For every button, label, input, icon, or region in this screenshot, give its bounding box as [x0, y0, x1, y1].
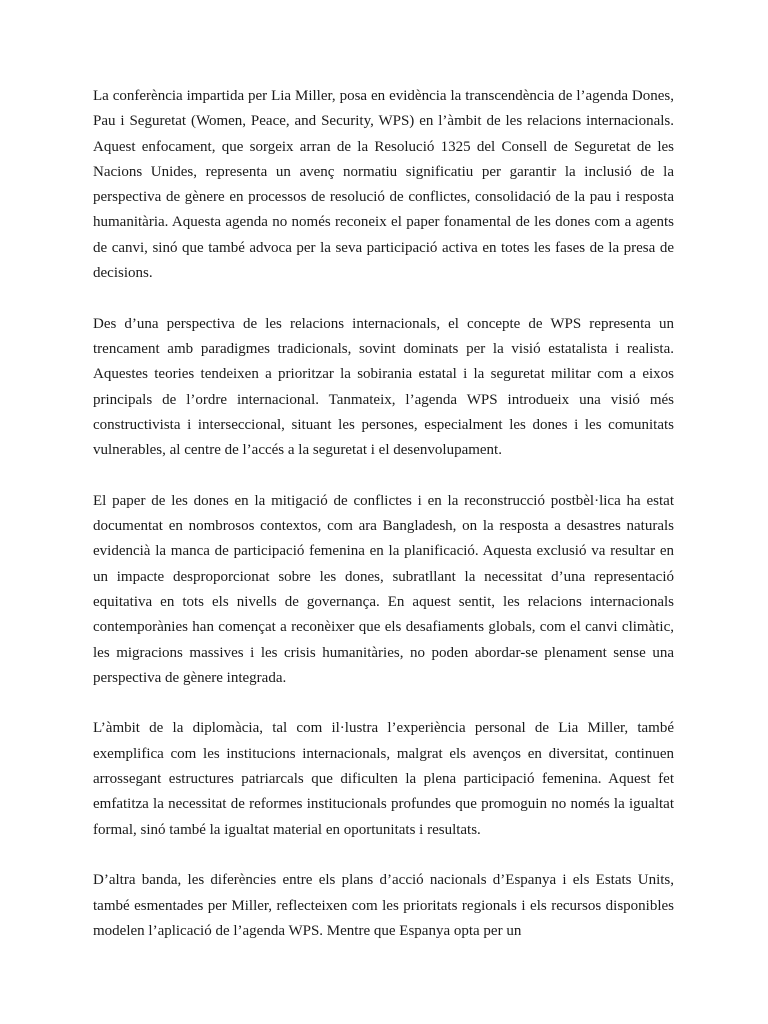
paragraph-1: La conferència impartida per Lia Miller, posa en evidència la transcendència de l’agenda Dones, Pau i Seguretat (Women, Peace, and Security, WPS) en l’àmbit de les relacions internacionals. Aquest enfocament, que sorgeix arran de la Resolució 1325 del Consell de Seguretat de les Nacions Unides, representa un avenç normatiu significatiu per garantir la inclusió de la perspectiva de gènere en processos de resolució de conflictes, consolidació de la pau i resposta humanitària. Aquesta agenda no només reconeix el paper fonamental de les dones com a agents de canvi, sinó que també advoca per la seva participació activa en totes les fases de la presa de decisions. — [93, 88, 674, 282]
document-body — [93, 84, 674, 969]
paragraph-3: El paper de les dones en la mitigació de conflictes i en la reconstrucció postbèl·lica ha estat documentat en nombrosos contextos, com ara Bangladesh, on la resposta a desastres naturals evidencià la manca de participació femenina en la planificació. Aquesta exclusió va resultar en un impacte desproporcionat sobre les dones, subratllant la necessitat d’una representació equitativa en tots els nivells de governança. En aquest sentit, les relacions internacionals contemporànies han començat a reconèixer que els desafiaments globals, com el canvi climàtic, les migracions massives i les crisis humanitàries, no poden abordar-se plenament sense una perspectiva de gènere integrada. — [93, 492, 674, 686]
paragraph-2: Des d’una perspectiva de les relacions internacionals, el concepte de WPS representa un trencament amb paradigmes tradicionals, sovint dominats per la visió estatalista i realista. Aquestes teories tendeixen a prioritzar la sobirania estatal i la seguretat militar com a eixos principals de l’ordre internacional. Tanmateix, l’agenda WPS introdueix una visió més constructivista i interseccional, situant les persones, especialment les dones i les comunitats vulnerables, al centre de l’accés a la seguretat i el desenvolupament. — [93, 315, 674, 459]
paragraph-5: D’altra banda, les diferències entre els plans d’acció nacionals d’Espanya i els Estats Units, també esmentades per Miller, reflecteixen com les prioritats regionals i els recursos disponibles modelen l’aplicació de l’agenda WPS. Mentre que Espanya opta per un — [93, 872, 674, 939]
paragraph-4: L’àmbit de la diplomàcia, tal com il·lustra l’experiència personal de Lia Miller, també exemplifica com les institucions internacionals, malgrat els avenços en diversitat, continuen arrossegant estructures patriarcals que dificulten la plena participació femenina. Aquest fet emfatitza la necessitat de reformes institucionals profundes que promoguin no només la igualtat formal, sinó també la igualtat material en oportunitats i resultats. — [93, 720, 674, 838]
